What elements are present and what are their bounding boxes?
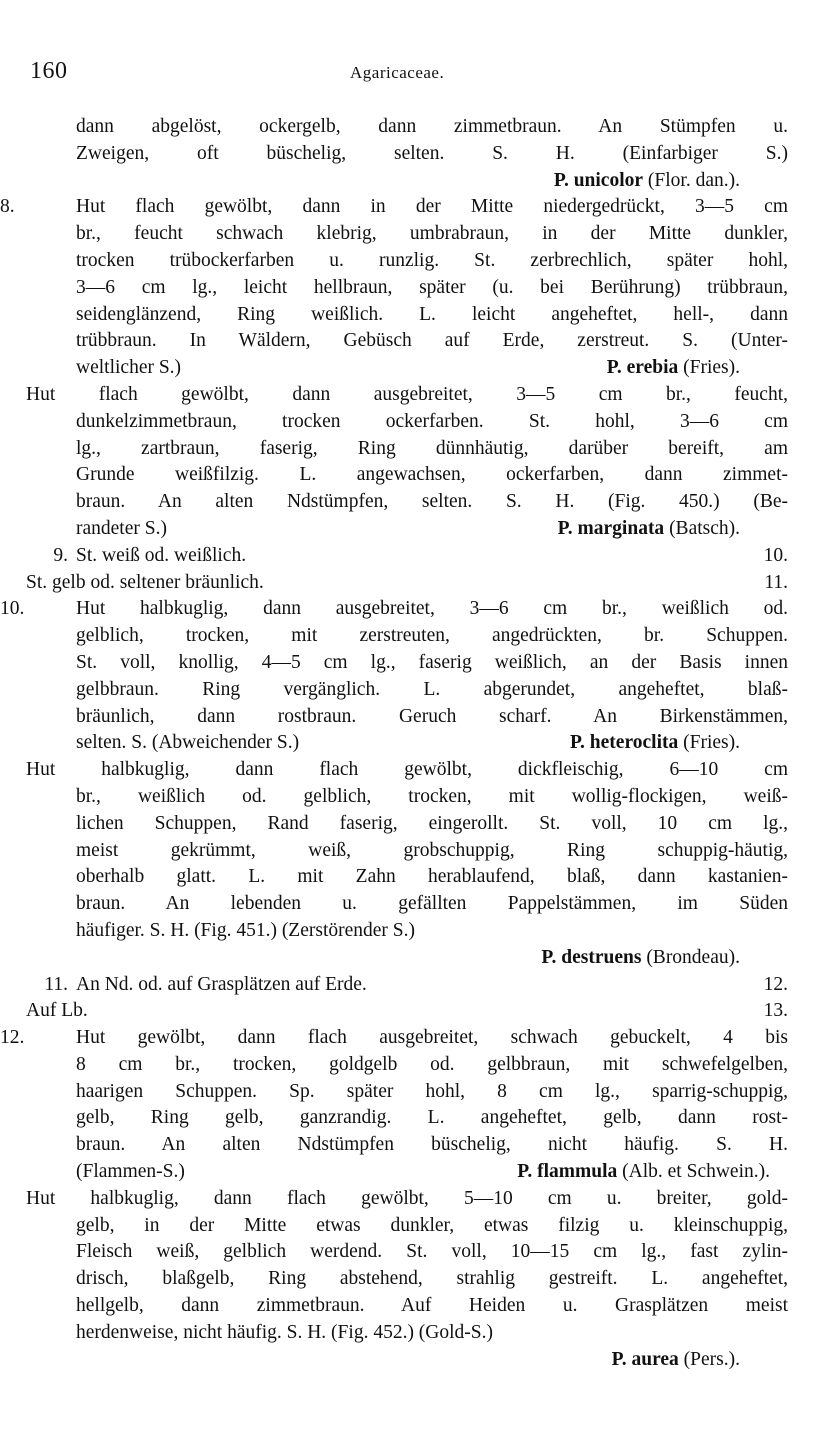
species-name: P. aurea (611, 1348, 679, 1370)
species-line-unicolor (0, 168, 830, 195)
key-number: 10. (0, 598, 25, 620)
species-name: P. destruens (541, 946, 642, 968)
text-line: 3—6 cm lg., leicht hellbraun, später (u. bei Berührung) trübbraun, (76, 276, 788, 298)
species-name: P. marginata (557, 517, 665, 539)
text-line: Grunde weißfilzig. L. angewachsen, ockerfarben, dann zimmet- (76, 464, 788, 486)
species-author: (Alb. et Schwein.). (622, 1161, 770, 1183)
key-entry-12 (0, 1025, 830, 1052)
text-line: St. voll, knollig, 4—5 cm lg., faserig weißlich, an der Basis innen (76, 651, 788, 673)
text-line: herdenweise, nicht häufig. S. H. (Fig. 452.) (Gold-S.) (76, 1321, 494, 1343)
key-reference: 12. (763, 973, 788, 995)
page-number: 160 (30, 58, 68, 84)
text-line: gelb, Ring gelb, ganzrandig. L. angeheftet, gelb, dann rost- (76, 1107, 788, 1129)
text-line: dann abgelöst, ockergelb, dann zimmetbraun. An Stümpfen u. (76, 116, 788, 137)
text-line: (Flammen-S.) (76, 1161, 185, 1183)
text-line: meist gekrümmt, weiß, grobschuppig, Ring schuppig-häutig, (76, 839, 788, 861)
text-line: Hut gewölbt, dann flach ausgebreitet, schwach gebuckelt, 4 bis (76, 1027, 788, 1049)
text-line: br., weißlich od. gelblich, trocken, mit wollig-flockigen, weiß- (76, 785, 788, 807)
text-line: dunkelzimmetbraun, trocken ockerfarben. St. hohl, 3—6 cm (76, 410, 788, 432)
text-line: lg., zartbraun, faserig, Ring dünnhäutig, darüber bereift, am (76, 437, 788, 459)
species-author: (Fries). (683, 357, 740, 379)
species-line-aurea (0, 1347, 830, 1374)
text-line: gelbbraun. Ring vergänglich. L. abgerundet, angeheftet, blaß- (76, 678, 788, 700)
species-line-destruens (0, 945, 830, 972)
key-number: 12. (0, 1027, 25, 1049)
key-entry-8 (0, 194, 830, 221)
species-line-flammula (0, 1159, 830, 1186)
text-line: haarigen Schuppen. Sp. später hohl, 8 cm lg., sparrig-schuppig, (76, 1080, 788, 1102)
text-line: Fleisch weiß, gelblich werdend. St. voll, 10—15 cm lg., fast zylin- (76, 1241, 788, 1263)
species-name: P. unicolor (553, 169, 644, 191)
text-line: br., feucht schwach klebrig, umbrabraun, in der Mitte dunkler, (76, 223, 788, 245)
species-author: (Batsch). (669, 517, 740, 539)
running-title: Agaricaceae. (350, 63, 445, 82)
text-line: Zweigen, oft büschelig, selten. S. H. (Einfarbiger S.) (76, 142, 788, 164)
species-name: P. erebia (606, 357, 679, 379)
key-number: 9. (53, 544, 68, 566)
text-line: drisch, blaßgelb, Ring abstehend, strahlig gestreift. L. angeheftet, (76, 1268, 788, 1290)
text-line: braun. An alten Ndstümpfen büschelig, nicht häufig. S. H. (76, 1134, 788, 1156)
species-name: P. heteroclita (569, 732, 679, 754)
key-entry-10 (0, 596, 830, 623)
text-line: lichen Schuppen, Rand faserig, eingerollt. St. voll, 10 cm lg., (76, 812, 788, 834)
text-line: gelb, in der Mitte etwas dunkler, etwas filzig u. kleinschuppig, (76, 1214, 788, 1236)
key-entry-9 (0, 543, 830, 570)
species-author: (Flor. dan.). (647, 169, 740, 191)
text-line: seidenglänzend, Ring weißlich. L. leicht angeheftet, hell-, dann (76, 303, 788, 325)
key-entry-11b (0, 998, 830, 1025)
key-reference: 10. (763, 544, 788, 566)
key-number: 11. (44, 973, 68, 995)
text-line: Hut flach gewölbt, dann ausgebreitet, 3—5 cm br., feucht, (26, 383, 788, 405)
text-line: gelblich, trocken, mit zerstreuten, angedrückten, br. Schuppen. (76, 625, 788, 647)
species-author: (Pers.). (683, 1348, 740, 1370)
text-line: braun. An lebenden u. gefällten Pappelstämmen, im Süden (76, 893, 788, 915)
text-line: bräunlich, dann rostbraun. Geruch scharf. An Birkenstämmen, (76, 705, 788, 727)
text-line: häufiger. S. H. (Fig. 451.) (Zerstörender S.) (76, 919, 416, 941)
text-line: 8 cm br., trocken, goldgelb od. gelbbraun, mit schwefelgelben, (76, 1053, 788, 1075)
key-reference: 13. (763, 1000, 788, 1022)
page-body (0, 114, 830, 1373)
species-author: (Brondeau). (646, 946, 740, 968)
text-line: St. weiß od. weißlich. (76, 544, 247, 566)
key-reference: 11. (764, 571, 788, 593)
text-line: An Nd. od. auf Grasplätzen auf Erde. (76, 973, 367, 995)
text-line: oberhalb glatt. L. mit Zahn herablaufend, blaß, dann kastanien- (76, 866, 788, 888)
text-line: weltlicher S.) (76, 357, 182, 379)
key-number: 8. (0, 196, 15, 218)
text-line: braun. An alten Ndstümpfen, selten. S. H. (Fig. 450.) (Be- (76, 491, 788, 513)
text-line: trocken trübockerfarben u. runzlig. St. zerbrechlich, später hohl, (76, 249, 788, 271)
text-line: Hut flach gewölbt, dann in der Mitte niedergedrückt, 3—5 cm (76, 196, 788, 218)
species-name: P. flammula (517, 1161, 618, 1183)
text-line: selten. S. (Abweichender S.) (76, 732, 300, 754)
text-line: Hut halbkuglig, dann flach gewölbt, dickfleischig, 6—10 cm (26, 759, 788, 781)
text-line: St. gelb od. seltener bräunlich. (26, 571, 264, 593)
text-line: hellgelb, dann zimmetbraun. Auf Heiden u. Grasplätzen meist (76, 1295, 788, 1317)
text-line: Hut halbkuglig, dann ausgebreitet, 3—6 cm br., weißlich od. (76, 598, 788, 620)
text-line: Auf Lb. (26, 1000, 88, 1022)
species-author: (Fries). (683, 732, 740, 754)
text-line: Hut halbkuglig, dann flach gewölbt, 5—10 cm u. breiter, gold- (26, 1187, 788, 1209)
key-entry-9b (0, 570, 830, 597)
text-line: trübbraun. In Wäldern, Gebüsch auf Erde, zerstreut. S. (Unter- (76, 330, 788, 352)
species-line-heteroclita (0, 730, 830, 757)
key-entry-11 (0, 972, 830, 999)
text-line: randeter S.) (76, 517, 167, 539)
species-line-marginata (0, 516, 830, 543)
species-line-erebia (0, 355, 830, 382)
